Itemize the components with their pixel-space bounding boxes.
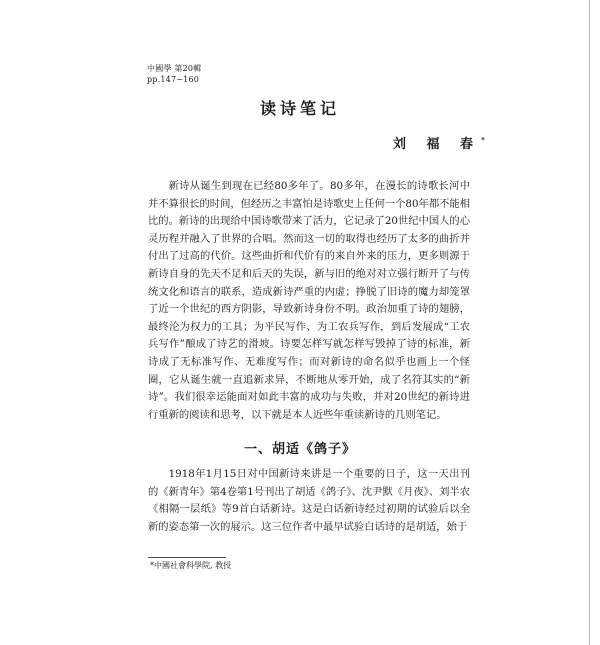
article-author [393, 133, 485, 152]
intro-paragraph: 新诗从诞生到现在已经80多年了。80多年，在漫长的诗歌长河中并不算很长的时间，但经历之丰富怕是诗歌史上任何一个80年都不能相比的。新诗的出现给中国诗歌带来了活力，它记录了20世纪中国人的心灵历程并融入了世界的合唱。然而这一切的取得也经历了太多的曲折并付出了过高的代价。这些曲折和代价有的来自外来的压力，更多则源于新诗自身的先天不足和后天的失误，新与旧的绝对对立强行断开了与传统文化和语言的联系，造成新诗严重的内虚；挣脱了旧诗的魔力却笼罩了近一个世纪的西方阴影，导致新诗身份不明。政治加重了诗的翅膀，最终沦为权力的工具；为平民写作、为工农兵写作，到后发展成“工农兵写作”酿成了诗艺的滑坡。诗要怎样写就怎样写毁掉了诗的标准，新诗成了无标准写作、无难度写作；而对新诗的命名似乎也画上一个怪圈，它从诞生就一直追新求异，不断地从零开始，成了名符其实的“新诗”。我们很幸运能面对如此丰富的成功与失败，并对20世纪的新诗进行重新的阅读和思考，以下就是本人近些年重读新诗的几则笔记。 [148, 180, 471, 421]
section-paragraph: 1918年1月15日对中国新诗来讲是一个重要的日子，这一天出刊的《新青年》第4卷第1号刊出了胡适《鸽子》、沈尹默《月夜》、刘半农《相隔一层纸》等9首白话新诗。这是白话新诗经过初期的试验后以全新的姿态第一次的展示。这三位作者中最早试验白话诗的是胡适，始于 [148, 468, 471, 533]
journal-header [147, 63, 201, 85]
section-heading: 一、胡适《鸽子》 [243, 442, 356, 457]
journal-name: 中國學 第20輯 [147, 64, 202, 73]
author-footnote-mark: * [481, 135, 485, 145]
footnote: *中國社會科學院, 教授 [150, 561, 232, 570]
footnote-rule [148, 557, 226, 558]
journal-pages: pp.147~160 [147, 75, 200, 84]
author-name: 刘 福 春 [393, 137, 482, 152]
article-title: 读诗笔记 [259, 99, 340, 118]
